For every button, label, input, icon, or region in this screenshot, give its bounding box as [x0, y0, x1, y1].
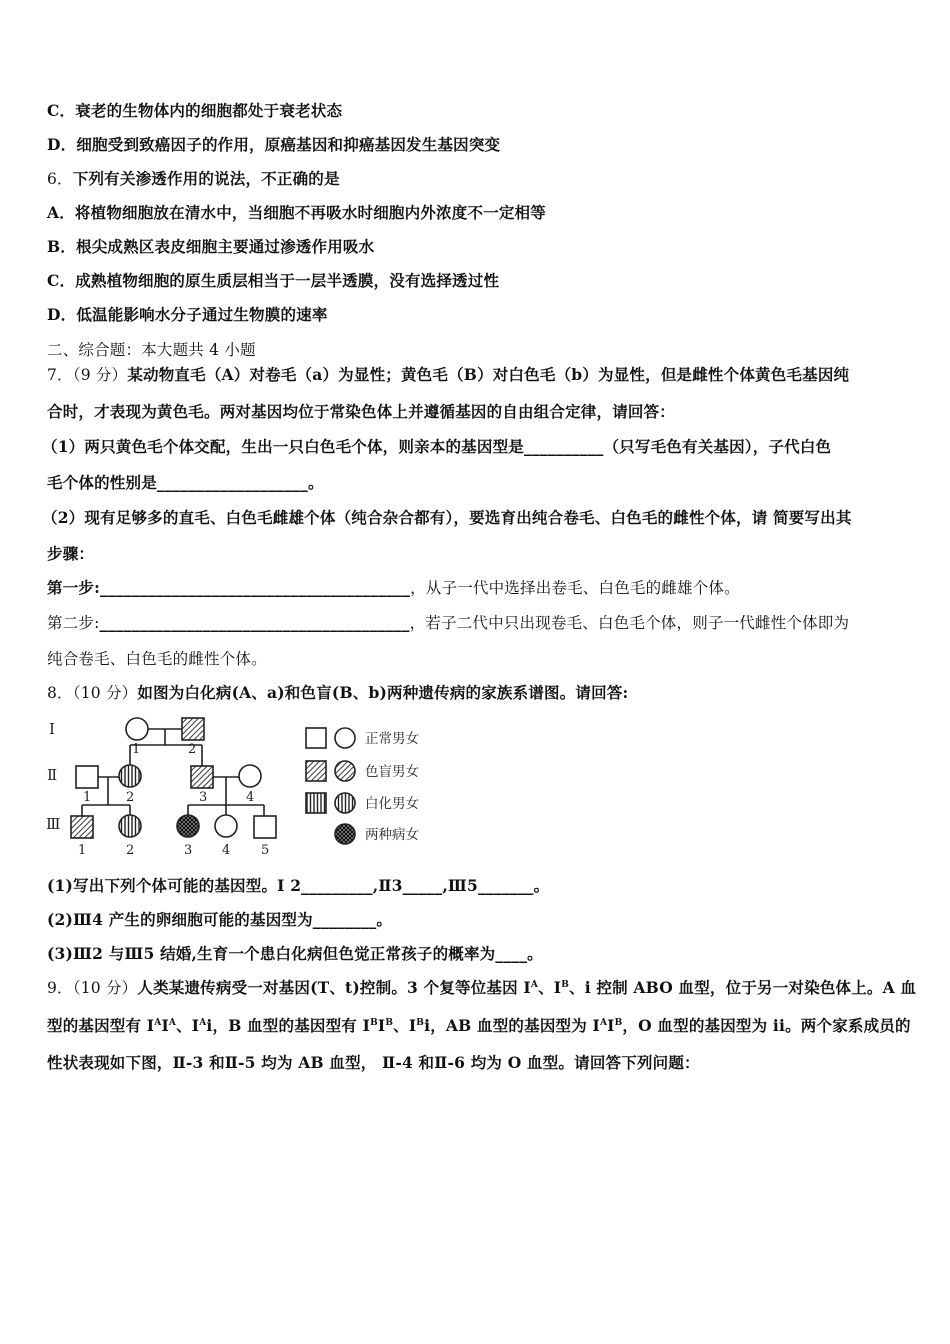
q9-line-3: 性状表现如下图，Ⅱ-3 和Ⅱ-5 均为 AB 血型， Ⅱ-4 和Ⅱ-6 均为 O 血型。请回答下列问题： — [47, 1053, 700, 1072]
gen-1-label: Ⅰ — [49, 720, 55, 738]
q9-l2d: i，B 血型的基因型有 I — [206, 1016, 371, 1035]
iii4-label: 4 — [222, 843, 231, 858]
q7-step-2-label: 第二步: — [47, 614, 100, 632]
ii2-label: 2 — [126, 790, 135, 805]
ii4-label: 4 — [246, 790, 255, 805]
q6-option-b: B．根尖成熟区表皮细胞主要通过渗透作用吸水 — [47, 237, 375, 256]
legend-albino-female — [335, 793, 355, 813]
q9-l1b: 、I — [538, 978, 562, 997]
q8-sub-1: (1)写出下列个体可能的基因型。Ⅰ 2_________,Ⅱ3_____,Ⅲ5_______。 — [47, 876, 550, 895]
q8-stem-text: 如图为白化病(A、a)和色盲(B、b)两种遗传病的家族系谱图。请回答: — [137, 683, 629, 702]
sup-a: A — [599, 1018, 608, 1028]
q6-stem — [47, 169, 340, 189]
q7-step-2 — [47, 613, 849, 633]
sup-b: B — [370, 1018, 378, 1028]
sup-a: A — [199, 1018, 207, 1028]
q9-l2a: 型的基因型有 I — [47, 1016, 155, 1035]
q9-l2e: I — [377, 1016, 386, 1035]
q7-stem-1: 某动物直毛（A）对卷毛（a）为显性；黄色毛（B）对白色毛（b）为显性，但是雌性个体黄色毛基因纯 — [127, 365, 850, 384]
q7-line-6: 步骤： — [47, 544, 95, 563]
sup-a: A — [168, 1018, 177, 1028]
q9-line-2 — [47, 1016, 911, 1036]
q7-line-2: 合时，才表现为黄色毛。两对基因均位于常染色体上并遵循基因的自由组合定律，请回答： — [47, 402, 676, 421]
q9-l2b: I — [161, 1016, 169, 1035]
q7-line-4: 毛个体的性别是___________________。 — [47, 473, 324, 492]
iii2-albino-female — [119, 815, 141, 837]
i2-colorblind-male — [182, 718, 204, 740]
ii1-label: 1 — [83, 790, 92, 805]
q7-line-5: （2）现有足够多的直毛、白色毛雌雄个体（纯合杂合都有），要选育出纯合卷毛、白色毛的雌性个体，请 简要写出其 — [42, 508, 852, 527]
sup-b: B — [385, 1018, 394, 1028]
q9-l2f: 、I — [393, 1016, 417, 1035]
q6-stem-text: 下列有关渗透作用的说法，不正确的是 — [72, 169, 340, 188]
q9-l2i: ，O 血型的基因型为 ii。两个家系成员的 — [622, 1016, 911, 1035]
q9-line-1 — [47, 978, 916, 998]
iii5-normal-male — [254, 816, 276, 838]
q7-step-2-text: ，若子二代中只出现卷毛、白色毛个体，则子一代雌性个体即为 — [409, 614, 850, 632]
gen-2-label: Ⅱ — [47, 766, 58, 784]
iii1-label: 1 — [78, 843, 87, 858]
ii4-normal-female — [239, 765, 261, 787]
section-2-heading: 二、综合题：本大题共 4 小题 — [47, 341, 256, 359]
sup-a: A — [154, 1018, 162, 1028]
i2-label: 2 — [188, 742, 197, 757]
iii3-both-diseases-female — [177, 815, 199, 837]
q7-line-3: （1）两只黄色毛个体交配，生出一只白色毛个体，则亲本的基因型是__________（只写毛色有关基因），子代白色 — [42, 437, 832, 456]
iii3-label: 3 — [184, 843, 193, 858]
q7-step-1 — [47, 578, 740, 598]
iii1-colorblind-male — [71, 816, 93, 838]
q9-l2g: i，AB 血型的基因型为 I — [424, 1016, 600, 1035]
gen-3-label: Ⅲ — [46, 815, 61, 833]
sup-b: B — [561, 980, 570, 990]
q6-option-c: C．成熟植物细胞的原生质层相当于一层半透膜，没有选择透过性 — [47, 271, 500, 290]
ii3-colorblind-male — [191, 766, 213, 788]
q8-sub-3: (3)Ⅲ2 与Ⅲ5 结婚,生育一个患白化病但色觉正常孩子的概率为____。 — [47, 944, 543, 963]
q9-number: 9．（10 分） — [47, 979, 138, 997]
q8-number: 8．（10 分） — [47, 684, 138, 702]
q8-stem — [47, 683, 628, 703]
sup-a: A — [530, 980, 539, 990]
q8-sub-2: (2)Ⅲ4 产生的卵细胞可能的基因型为________。 — [47, 910, 393, 929]
ii1-normal-male — [76, 766, 98, 788]
ii2-albino-female — [119, 765, 141, 787]
q9-l2h: I — [607, 1016, 615, 1035]
q5-option-d: D．细胞受到致癌因子的作用，原癌基因和抑癌基因发生基因突变 — [47, 135, 501, 154]
sup-b: B — [614, 1018, 623, 1028]
legend-normal-female — [335, 728, 355, 748]
q9-l1a: 人类某遗传病受一对基因(T、t)控制。3 个复等位基因 I — [137, 978, 531, 997]
legend-albino-male — [306, 793, 326, 813]
q7-line-1 — [47, 365, 849, 385]
q7-line-9: 纯合卷毛、白色毛的雌性个体。 — [47, 650, 267, 668]
legend-normal-male — [306, 728, 326, 748]
legend-colorblind-male — [306, 761, 326, 781]
q7-step-2-blank: _______________________________________ — [99, 613, 410, 632]
iii4-normal-female — [215, 815, 237, 837]
ii3-label: 3 — [199, 790, 208, 805]
legend-colorblind-female — [335, 761, 355, 781]
i1-label: 1 — [132, 742, 141, 757]
q7-step-1-blank: _______________________________________ — [100, 578, 411, 597]
q9-l2c: 、I — [176, 1016, 200, 1035]
q5-option-c: C．衰老的生物体内的细胞都处于衰老状态 — [47, 101, 343, 120]
legend-both-label: 两种病女 — [365, 827, 419, 843]
legend-both-female — [335, 824, 355, 844]
legend-colorblind-label: 色盲男女 — [365, 764, 419, 780]
iii2-label: 2 — [126, 843, 135, 858]
q6-option-a: A．将植物细胞放在清水中，当细胞不再吸水时细胞内外浓度不一定相等 — [47, 203, 546, 222]
pedigree-chart — [40, 712, 440, 860]
iii5-label: 5 — [261, 843, 270, 858]
i1-normal-female — [126, 718, 148, 740]
q7-number: 7．（9 分） — [47, 366, 128, 384]
q6-number: 6． — [47, 170, 73, 188]
q7-step-1-label: 第一步: — [47, 578, 101, 597]
legend-normal-label: 正常男女 — [365, 731, 419, 747]
sup-b: B — [416, 1018, 425, 1028]
q9-l1c: 、i 控制 ABO 血型，位于另一对染色体上。A 血 — [569, 978, 917, 997]
q6-option-d: D．低温能影响水分子通过生物膜的速率 — [47, 305, 328, 324]
q7-step-1-text: ，从子一代中选择出卷毛、白色毛的雌雄个体。 — [410, 579, 740, 597]
legend-albino-label: 白化男女 — [365, 796, 419, 812]
